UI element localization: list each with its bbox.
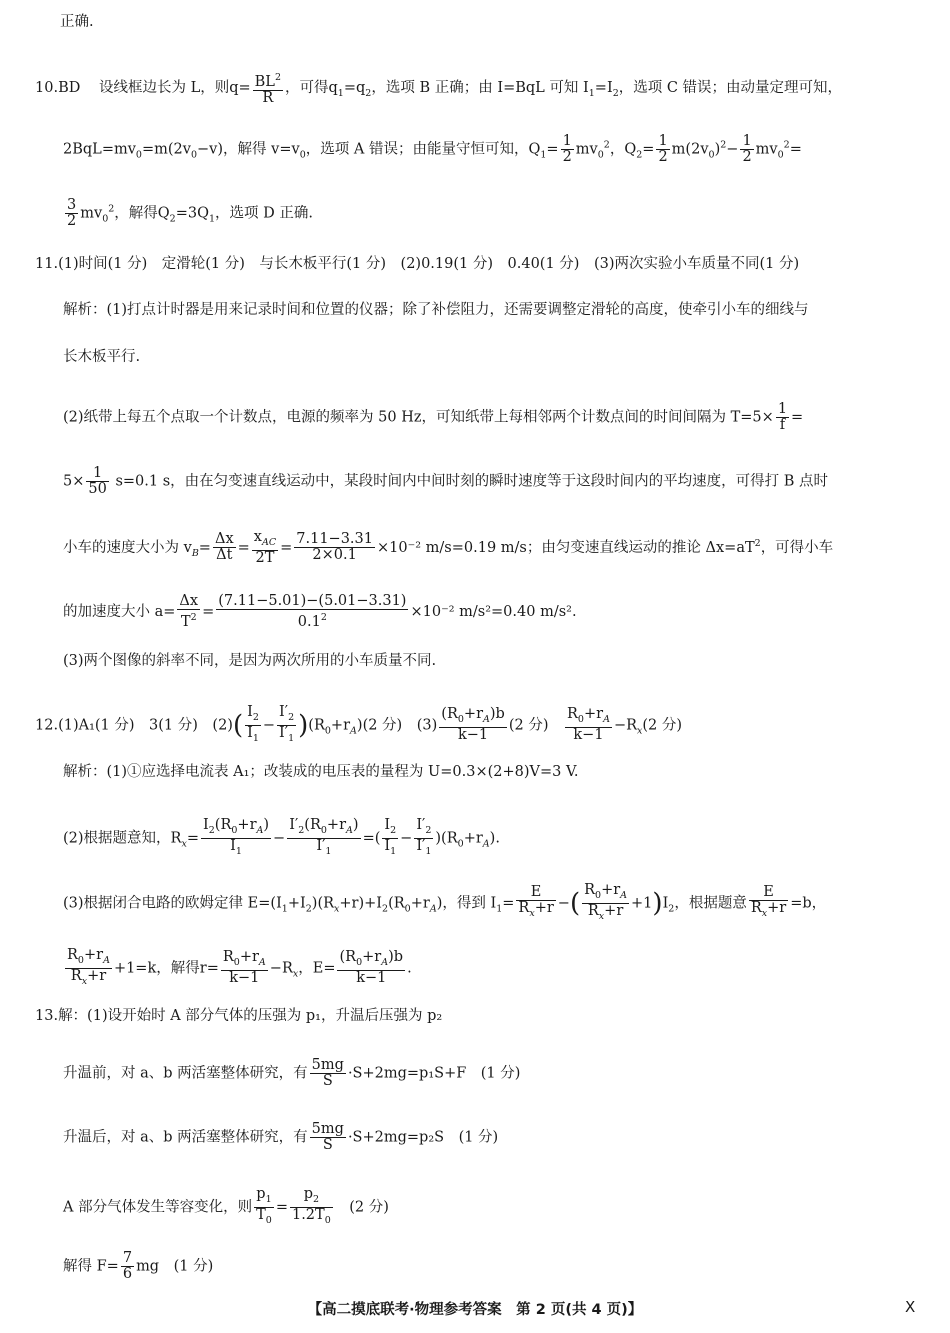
q12-exp-1: 解析：(1)①应选择电流表 A₁；改装成的电压表的量程为 U=0.3×(2+8)V=3 V. — [63, 764, 579, 780]
q10-line-3: $\frac{3}{2}$ $mv_0^2$，解得$Q_2=3Q_1$，选项 D 正确. — [67, 197, 313, 229]
q13-line-2: 升温前，对 a、b 两活塞整体研究，有 $\frac{5mg}{S}$ ·S+2mg=p₁S+F (1 分) — [63, 1057, 521, 1089]
q11-exp-3: (3)两个图像的斜率不同，是因为两次所用的小车质量不同. — [63, 653, 437, 669]
question-number: 12. — [35, 717, 59, 734]
q11-exp-2g: 的加速度大小 a= $\frac{\Delta x}{T^2}$ = $\frac{(7.11-5.01)-(5.01-3.31)}{0.1^2}$ ×10⁻² m/s²=0.40 m/s². — [63, 593, 577, 630]
q12-answer-line: 12.(1)A₁(1 分) 3(1 分) (2)( $\frac{I_2}{I_1}$ − $\frac{I'_2}{I'_1}$ )$(R_0+r_A)(2$ 分) (3) $\frac{(R_0+r_A)b}{k-1}$ (2 分) $\frac{R_0+r_A}{k-1}$ $-R_x(2$ 分) — [35, 704, 683, 744]
q11-answer-line: 11.(1)时间(1 分) 定滑轮(1 分) 与长木板平行(1 分) (2)0.19(1 分) 0.40(1 分) (3)两次实验小车质量不同(1 分) — [35, 256, 800, 272]
q11-exp-1: 解析：(1)打点计时器是用来记录时间和位置的仪器；除了补偿阻力，还需要调整定滑轮的高度，使牵引小车的细线与 — [63, 302, 809, 318]
q13-line-4: A 部分气体发生等容变化，则 $\frac{p_1}{T_0}$ = $\frac{p_2}{1.2T_0}$ (2 分) — [63, 1186, 389, 1226]
q12-exp-2: (2)根据题意知，$R_x=$ $\frac{I_2(R_0+r_A)}{I_1}$ − $\frac{I'_2(R_0+r_A)}{I'_1}$ =( $\frac{I_2}{I_1}$ − $\frac{I'_2}{I'_1}$ )$(R_0+r_A)$. — [63, 817, 500, 857]
q11-exp-1b: 长木板平行. — [63, 349, 141, 365]
q11-exp-2d: 小车的速度大小为 $v_B=$ $\frac{\Delta x}{\Delta t}$ = $\frac{x_{AC}}{2T}$ = $\frac{7.11-3.31}{2\times 0.1}$ ×10⁻² m/s=0.19 m/s；由匀变速直线运动的推论 $\Delta x=aT^2$，可得小车 — [63, 529, 834, 566]
q13-line-3: 升温后，对 a、b 两活塞整体研究，有 $\frac{5mg}{S}$ ·S+2mg=p₂S (1 分) — [63, 1121, 499, 1153]
q13-line-5: 解得 F= $\frac{7}{6}$ mg (1 分) — [63, 1250, 214, 1282]
q12-exp-3: (3)根据闭合电路的欧姆定律 $E=(I_1+I_2)(R_x+r)+I_2(R_0+r_A)$，得到 $I_1=$ $\frac{E}{R_x+r}$ −( $\frac{R_0+r_A}{R_x+r}$ $+1)I_2$，根据题意 $\frac{E}{R_x+r}$ =b， — [63, 882, 827, 922]
version-mark: X — [905, 1298, 916, 1316]
q12-exp-4: $\frac{R_0+r_A}{R_x+r}$ +1=k，解得r= $\frac{R_0+r_A}{k-1}$ $-R_x$，E= $\frac{(R_0+r_A)b}{k-1}$ . — [67, 947, 412, 987]
q11-exp-2b: 5× $\frac{1}{50}$ s=0.1 s，由在匀变速直线运动中，某段时间内中间时刻的瞬时速度等于这段时间内的平均速度，可得打 B 点时 — [63, 465, 829, 497]
question-number: 10. — [35, 79, 59, 96]
q10-line-2: $2BqL=mv_0=m(2v_0-v)$，解得 $v=v_0$，选项 A 错误；由能量守恒可知，$Q_1=$ $\frac{1}{2}$ $mv_0^2$，$Q_2=$ $\frac{1}{2}$ $m(2v_0)^2-$ $\frac{1}{2}$ $mv_0^2=$ — [63, 133, 802, 165]
q10-line-1: 10.BD 设线框边长为 L，则q= $\frac{BL^2}{R}$ ，可得$q_1=q_2$，选项 B 正确；由 I=BqL 可知 $I_1=I_2$，选项 C 错误；由动量定理可知， — [35, 72, 843, 106]
question-number: 13. — [35, 1008, 59, 1024]
q13-line-1: 13.解：(1)设开始时 A 部分气体的压强为 p₁，升温后压强为 p₂ — [35, 1008, 443, 1024]
text-line: 正确. — [60, 14, 94, 30]
question-number: 11. — [35, 256, 59, 272]
page-footer: 【高二摸底联考·物理参考答案 第 2 页(共 4 页)】 — [307, 1302, 643, 1318]
q11-exp-2a: (2)纸带上每五个点取一个计数点，电源的频率为 50 Hz，可知纸带上每相邻两个计数点间的时间间隔为 T=5× $\frac{1}{f}$ = — [63, 401, 804, 433]
answer: BD — [58, 79, 81, 96]
